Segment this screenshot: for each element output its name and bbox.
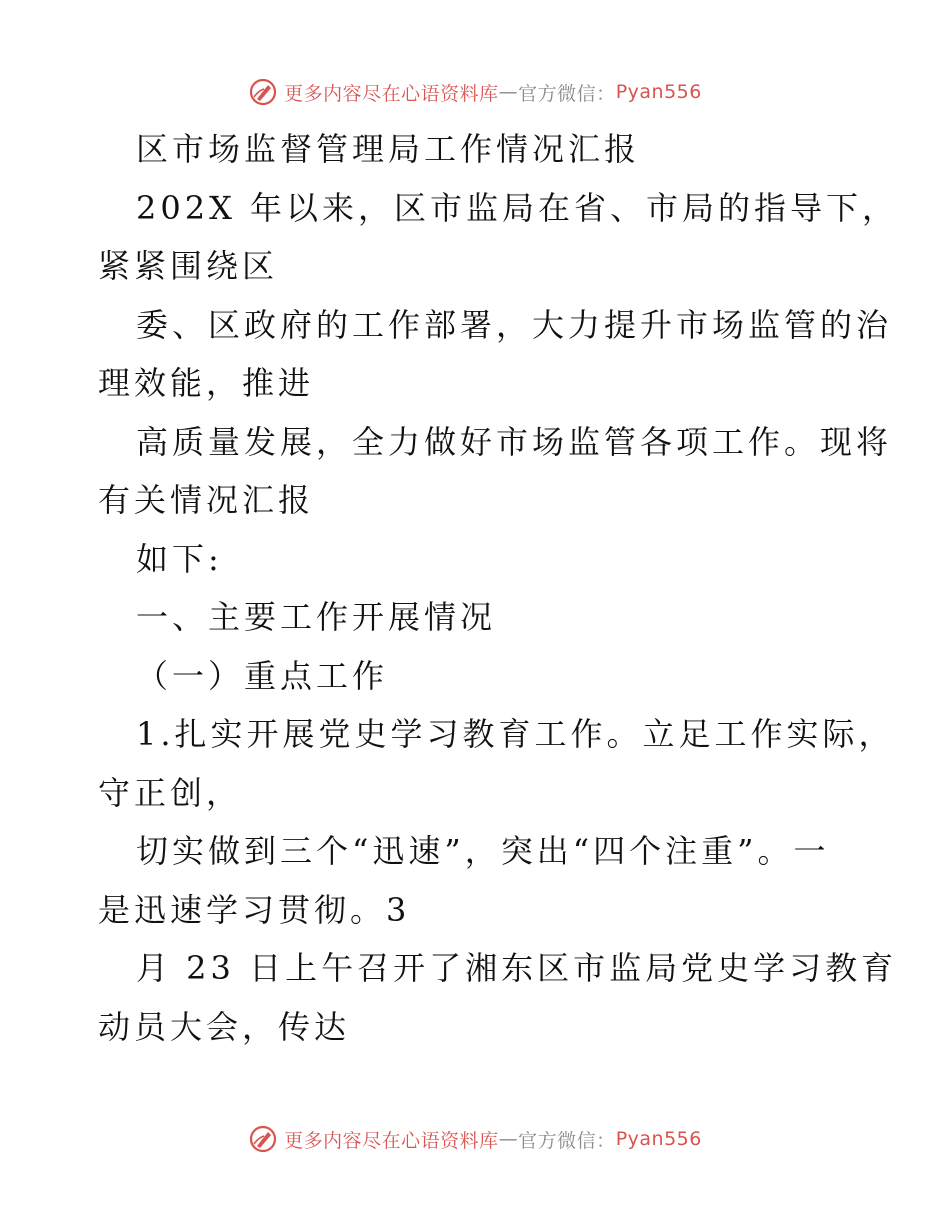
document-body [98,120,899,1056]
paragraph-line: 切实做到三个“迅速”，突出“四个注重”。一 [136,832,830,870]
paragraph-line: 1.扎实开展党史学习教育工作。立足工作实际， [136,715,895,753]
paragraph-line: 理效能，推进 [98,364,315,402]
paragraph-line: 是迅速学习贯彻。3 [98,890,411,929]
watermark-footer [0,1119,950,1159]
watermark-header [0,72,950,112]
paragraph-line: 月 23 日上午召开了湘东区市监局党史学习教育 [136,949,898,987]
paragraph-line: 如下: [136,539,223,578]
pen-logo-icon [248,77,278,107]
watermark-wechat-label: 官方微信： [518,1129,616,1152]
watermark-wechat-id: Pyan556 [615,81,702,103]
paragraph-line: 委、区政府的工作部署，大力提升市场监管的治 [136,305,893,344]
paragraph-line: 守正创， [98,773,243,812]
paragraph-line: 有关情况汇报 [98,481,315,519]
watermark-dash: — [498,81,519,103]
paragraph-line: 高质量发展，全力做好市场监管各项工作。现将 [136,422,893,461]
watermark-wechat-id: Pyan556 [615,1128,702,1150]
watermark-main-text: 更多内容尽在心语资料库 [284,82,499,105]
paragraph-line: 紧紧围绕区 [98,247,279,285]
pen-logo-icon [248,1124,278,1154]
paragraph-line: 动员大会，传达 [98,1007,351,1046]
watermark-main-text: 更多内容尽在心语资料库 [284,1129,499,1152]
paragraph-line: 202X 年以来，区市监局在省、市局的指导下， [136,188,899,227]
watermark-wechat-label: 官方微信： [518,82,616,105]
subsection-heading: （一）重点工作 [136,656,389,695]
document-title: 区市场监督管理局工作情况汇报 [136,130,641,168]
section-heading: 一、主要工作开展情况 [136,598,497,636]
watermark-dash: — [498,1128,519,1150]
